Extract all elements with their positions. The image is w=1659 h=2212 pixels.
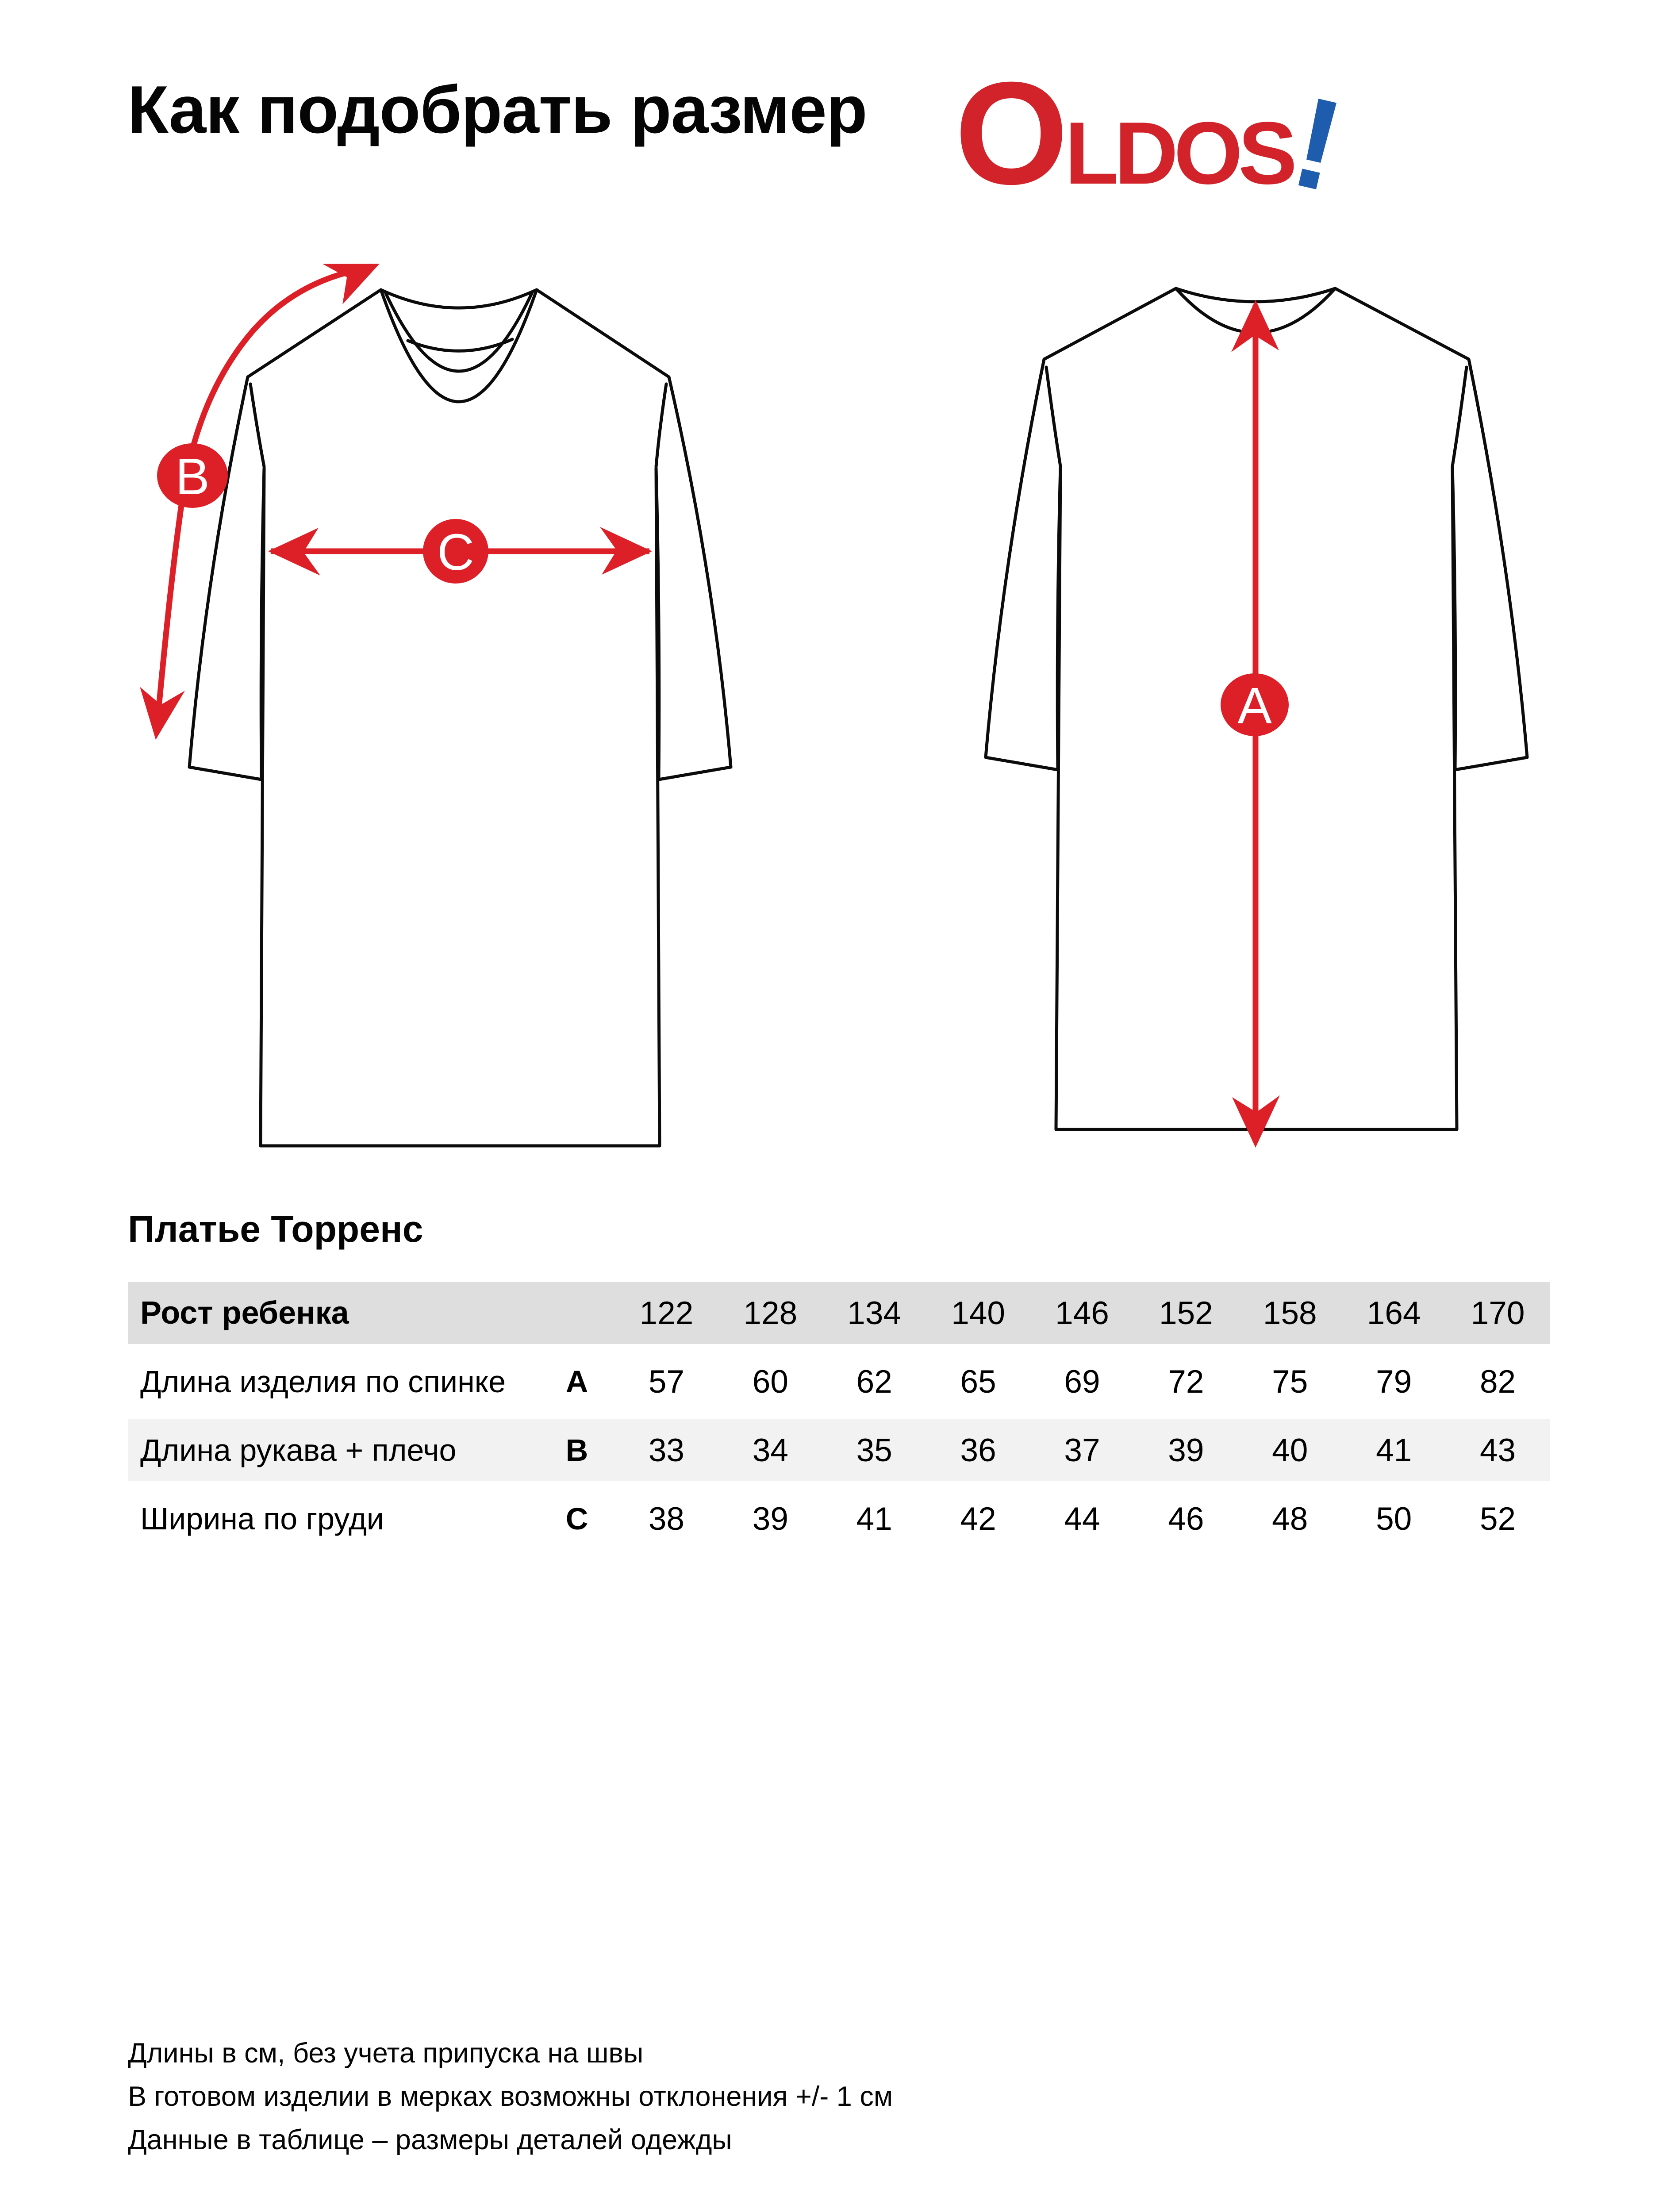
marker-c-badge	[423, 519, 488, 584]
marker-a-label: A	[1237, 677, 1272, 734]
value-cell: 48	[1272, 1501, 1308, 1537]
value-cell: 42	[960, 1501, 996, 1537]
marker-b-badge	[157, 443, 228, 508]
table-row-b	[128, 1419, 1550, 1481]
footnote-line: Длины в см, без учета припуска на швы	[128, 2038, 644, 2069]
size-cell: 164	[1367, 1295, 1421, 1331]
size-cell: 146	[1055, 1295, 1109, 1331]
footnote-line: В готовом изделии в мерках возможны отклонения +/- 1 см	[128, 2081, 893, 2112]
value-cell: 43	[1479, 1432, 1516, 1468]
size-cell: 122	[639, 1295, 694, 1331]
size-cell: 152	[1159, 1295, 1213, 1331]
value-cell: 79	[1376, 1363, 1412, 1400]
value-cell: 35	[856, 1432, 892, 1468]
back-collar-top-edge	[1176, 288, 1335, 302]
value-cell: 57	[648, 1363, 685, 1400]
value-cell: 62	[856, 1363, 892, 1400]
value-cell: 40	[1272, 1432, 1308, 1468]
value-cell: 39	[752, 1501, 788, 1537]
row-letter: A	[565, 1364, 588, 1399]
value-cell: 75	[1272, 1363, 1308, 1400]
value-cell: 52	[1479, 1501, 1516, 1537]
front-shirt-outline	[189, 290, 731, 1146]
table-header-row	[128, 1282, 1550, 1344]
row-letter: B	[565, 1433, 588, 1467]
marker-b-label: B	[175, 448, 210, 505]
value-cell: 36	[960, 1432, 996, 1468]
size-cell: 140	[951, 1295, 1005, 1331]
row-label: Длина изделия по спинке	[140, 1364, 506, 1399]
value-cell: 60	[752, 1363, 788, 1400]
value-cell: 65	[960, 1363, 996, 1400]
size-cell: 170	[1471, 1295, 1525, 1331]
value-cell: 38	[648, 1501, 685, 1537]
value-cell: 72	[1168, 1363, 1204, 1400]
size-cell: 128	[743, 1295, 798, 1331]
row-letter: C	[565, 1502, 588, 1536]
value-cell: 34	[752, 1432, 788, 1468]
value-cell: 50	[1376, 1501, 1412, 1537]
front-back-neck-top	[381, 290, 537, 308]
value-cell: 46	[1168, 1501, 1204, 1537]
value-cell: 69	[1064, 1363, 1100, 1400]
footnotes	[128, 2032, 893, 2162]
value-cell: 39	[1168, 1432, 1204, 1468]
row-label: Длина рукава + плечо	[140, 1433, 457, 1467]
value-cell: 41	[1376, 1432, 1412, 1468]
table-row-a	[128, 1351, 1550, 1413]
value-cell: 41	[856, 1501, 892, 1537]
logo-letter-o: O	[955, 51, 1068, 215]
marker-a-badge	[1221, 673, 1289, 736]
logo-exclamation: !	[1280, 69, 1355, 219]
footnote-line: Данные в таблице – размеры деталей одежды	[128, 2124, 732, 2155]
page-title: Как подобрать размер	[127, 72, 867, 147]
value-cell: 44	[1064, 1501, 1100, 1537]
product-name: Платье Торренс	[128, 1208, 423, 1250]
value-cell: 82	[1479, 1363, 1516, 1400]
logo-letters-ldos: LDOS	[1064, 104, 1293, 203]
table-header-label: Рост ребенка	[140, 1295, 349, 1331]
front-shirt-drawing	[189, 290, 731, 1146]
marker-c-label: C	[437, 523, 474, 581]
size-cell: 158	[1263, 1295, 1317, 1331]
value-cell: 33	[648, 1432, 685, 1468]
value-cell: 37	[1064, 1432, 1100, 1468]
row-label: Ширина по груди	[140, 1502, 384, 1536]
size-cell: 134	[847, 1295, 902, 1331]
size-table	[128, 1282, 1550, 1556]
table-row-c	[128, 1488, 1550, 1550]
